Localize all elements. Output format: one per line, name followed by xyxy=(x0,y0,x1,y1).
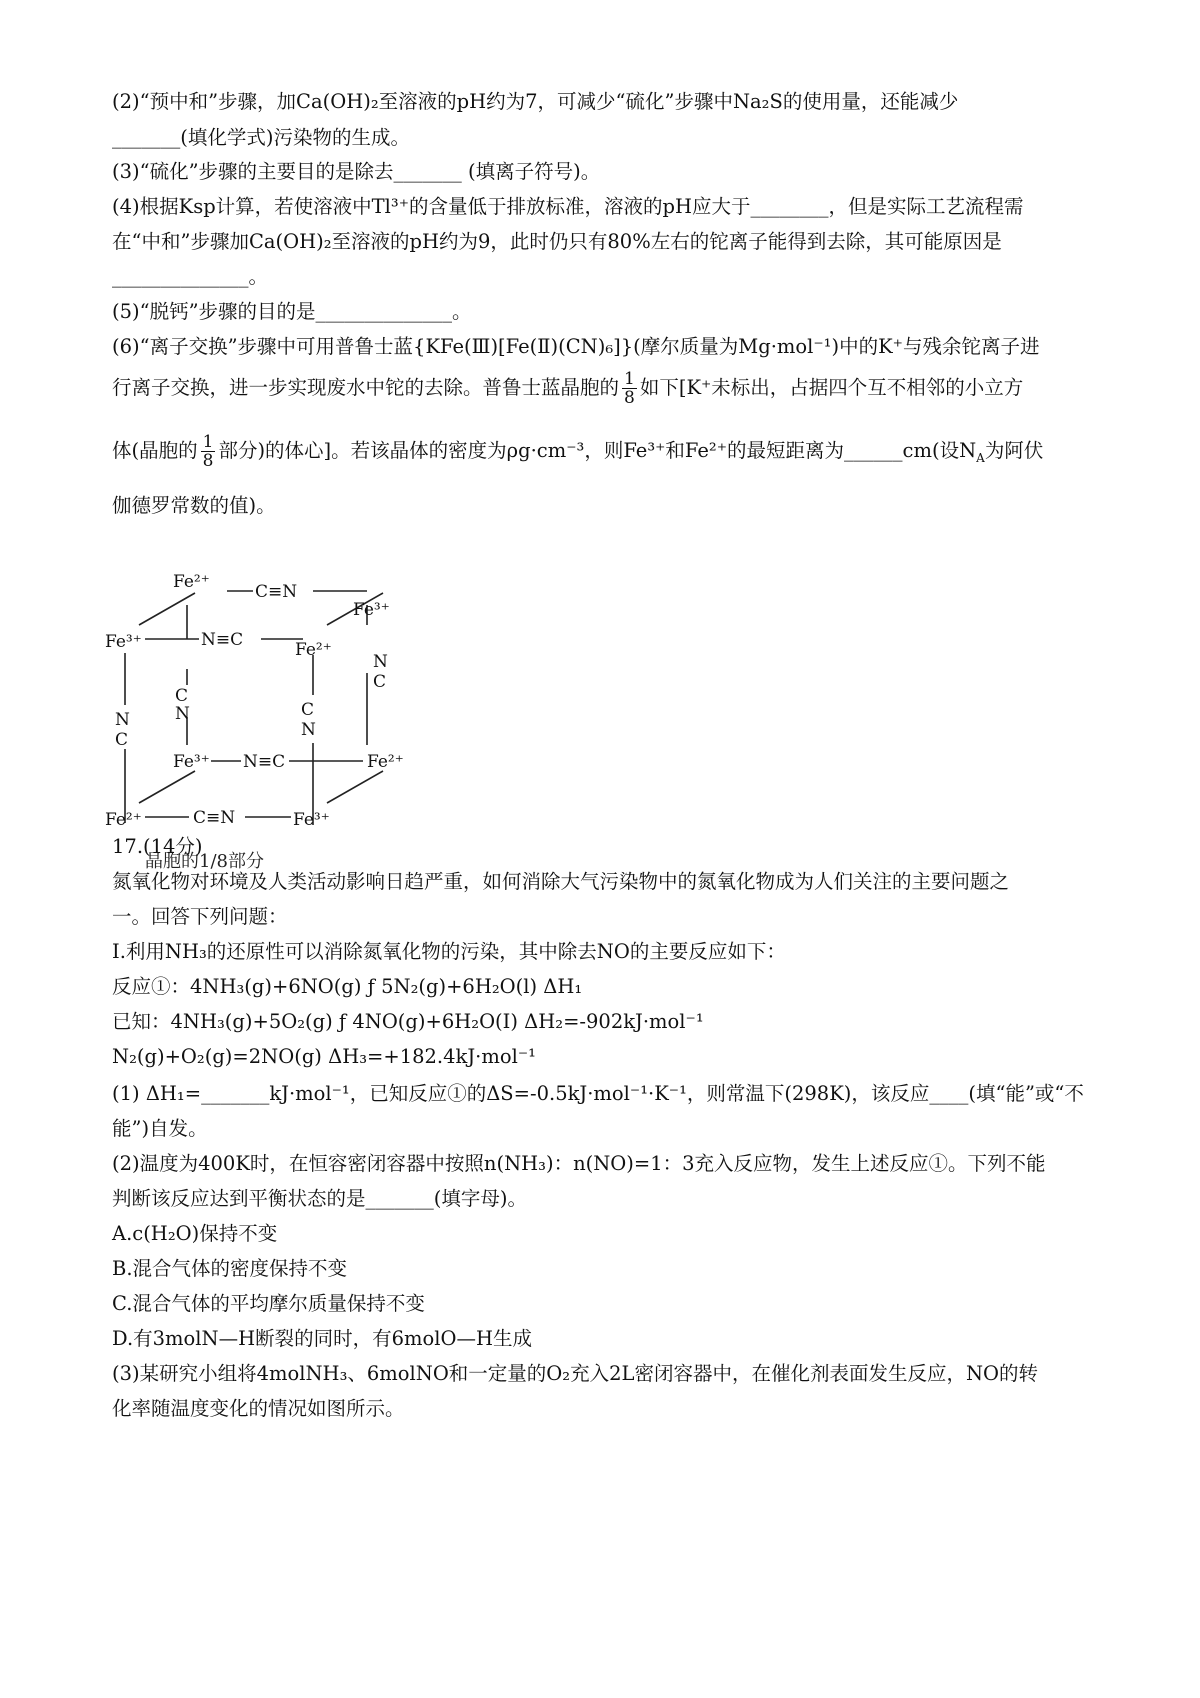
fraction-numerator: 1 xyxy=(202,432,214,452)
fraction-one-eighth xyxy=(201,433,216,470)
ion-label: Fe³⁺ xyxy=(353,600,390,620)
text-line: _______(填化学式)污染物的生成。 xyxy=(112,126,410,149)
text-line: 伽德罗常数的值)。 xyxy=(112,494,276,517)
fraction-numerator: 1 xyxy=(624,369,635,389)
text-line: ______________。 xyxy=(112,265,269,288)
ion-label: Fe²⁺ xyxy=(367,752,404,772)
option-a: A.c(H₂O)保持不变 xyxy=(112,1222,278,1245)
bond-label: N xyxy=(373,652,388,672)
text-line: 判断该反应达到平衡状态的是_______(填字母)。 xyxy=(112,1187,527,1210)
text-line: (2)温度为400K时，在恒容密闭容器中按照n(NH₃)：n(NO)=1：3充入反应物，发生上述反应①。下列不能 xyxy=(112,1152,1046,1175)
text-line: 能”)自发。 xyxy=(112,1117,208,1140)
text-line: 氮氧化物对环境及人类活动影响日趋严重，如何消除大气污染物中的氮氧化物成为人们关注的主要问题之 xyxy=(112,870,1010,893)
text-line: 在“中和”步骤加Ca(OH)₂至溶液的pH约为9，此时仍只有80%左右的铊离子能得到去除，其可能原因是 xyxy=(112,230,1002,253)
text-line: (3)某研究小组将4molNH₃、6molNO和一定量的O₂充入2L密闭容器中，在催化剂表面发生反应，NO的转 xyxy=(112,1362,1039,1385)
text-line: (4)根据Ksp计算，若使溶液中Tl³⁺的含量低于排放标准，溶液的pH应大于________，但是实际工艺流程需 xyxy=(112,195,1024,218)
bond-label: C≡N xyxy=(193,808,236,828)
text-line: Ⅰ.利用NH₃的还原性可以消除氮氧化物的污染，其中除去NO的主要反应如下： xyxy=(112,940,786,963)
crystal-cell-diagram xyxy=(105,555,445,875)
text-segment: 体(晶胞的 xyxy=(112,439,198,462)
ion-label: Fe³⁺ xyxy=(105,632,142,652)
diagram-caption: 晶胞的1/8部分 xyxy=(145,851,264,872)
bond-label: C xyxy=(175,686,189,706)
ion-label: Fe³⁺ xyxy=(173,752,210,772)
text-line-fraction-2 xyxy=(112,433,1043,470)
bond-label: C xyxy=(301,700,315,720)
bond-label: C xyxy=(373,672,387,692)
fraction-denominator: 8 xyxy=(202,451,214,471)
ion-label: Fe²⁺ xyxy=(173,572,210,592)
equation-line: 已知：4NH₃(g)+5O₂(g) ƒ 4NO(g)+6H₂O(I) ΔH₂=-902kJ·mol⁻¹ xyxy=(112,1010,704,1033)
bond-label: N≡C xyxy=(243,752,286,772)
text-line: (1) ΔH₁=_______kJ·mol⁻¹，已知反应①的ΔS=-0.5kJ·mol⁻¹·K⁻¹，则常温下(298K)，该反应____(填“能”或“不 xyxy=(112,1082,1084,1105)
text-segment: 如下[K⁺未标出，占据四个互不相邻的小立方 xyxy=(639,376,1024,399)
bond-label: N≡C xyxy=(201,630,244,650)
text-line: (2)“预中和”步骤，加Ca(OH)₂至溶液的pH约为7，可减少“硫化”步骤中Na₂S的使用量，还能减少 xyxy=(112,90,959,113)
text-line: (3)“硫化”步骤的主要目的是除去_______ (填离子符号)。 xyxy=(112,160,601,183)
text-line: 化率随温度变化的情况如图所示。 xyxy=(112,1397,405,1420)
bond-label: N xyxy=(175,704,190,724)
text-line-fraction-1 xyxy=(112,370,1023,407)
text-segment: 行离子交换，进一步实现废水中铊的去除。普鲁士蓝晶胞的 xyxy=(112,376,620,399)
equation-line: N₂(g)+O₂(g)=2NO(g) ΔH₃=+182.4kJ·mol⁻¹ xyxy=(112,1045,536,1068)
fraction-one-eighth xyxy=(622,370,637,407)
question-header: 17.(14分) xyxy=(112,835,203,858)
subscript: A xyxy=(976,450,985,465)
bond-label: N xyxy=(115,710,130,730)
ion-label: Fe²⁺ xyxy=(105,810,142,830)
bond-label: C xyxy=(115,730,129,750)
text-line: (6)“离子交换”步骤中可用普鲁士蓝{KFe(Ⅲ)[Fe(Ⅱ)(CN)₆]}(摩尔质量为Mg·mol⁻¹)中的K⁺与残余铊离子进 xyxy=(112,335,1040,358)
text-line: (5)“脱钙”步骤的目的是______________。 xyxy=(112,300,472,323)
equation-line: 反应①：4NH₃(g)+6NO(g) ƒ 5N₂(g)+6H₂O(l) ΔH₁ xyxy=(112,975,583,998)
text-segment: 部分)的体心]。若该晶体的密度为ρg·cm⁻³，则Fe³⁺和Fe²⁺的最短距离为______cm(设N xyxy=(218,439,977,462)
bond-label: C≡N xyxy=(255,582,298,602)
text-line: 一。回答下列问题： xyxy=(112,905,288,928)
option-b: B.混合气体的密度保持不变 xyxy=(112,1257,348,1280)
option-c: C.混合气体的平均摩尔质量保持不变 xyxy=(112,1292,425,1315)
fraction-denominator: 8 xyxy=(624,388,635,408)
text-segment: 为阿伏 xyxy=(984,439,1044,462)
option-d: D.有3molN—H断裂的同时，有6molO—H生成 xyxy=(112,1327,532,1350)
bond-label: N xyxy=(301,720,316,740)
ion-label: Fe²⁺ xyxy=(295,640,332,660)
ion-label: Fe³⁺ xyxy=(293,810,330,830)
